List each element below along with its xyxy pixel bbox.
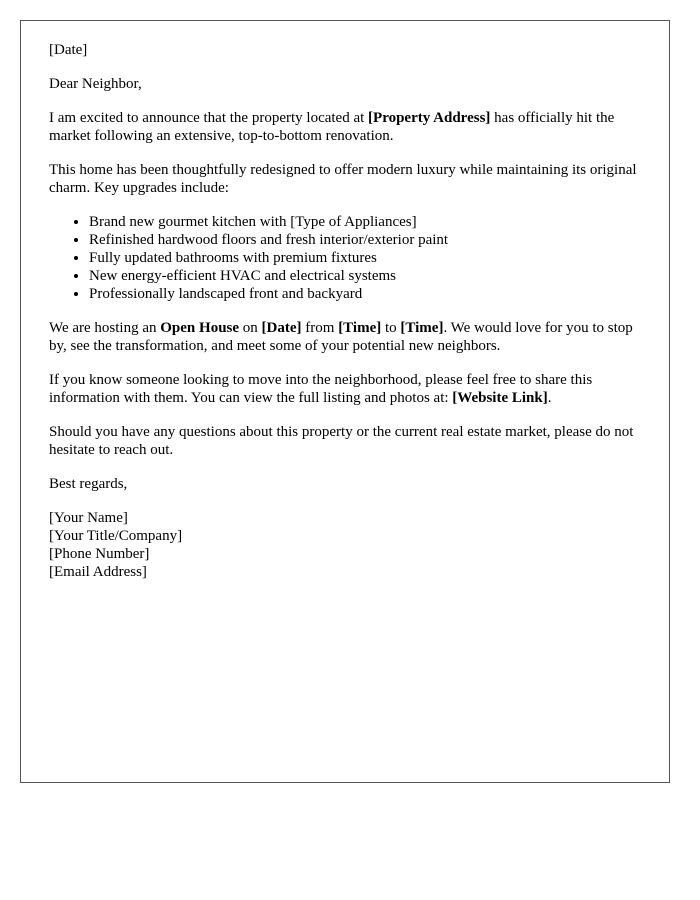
open-house-text-c: from <box>301 320 339 336</box>
share-text-a: If you know someone looking to move into the neighborhood, please feel free to share this information with them. You can view the full listing and photos at: <box>49 372 593 406</box>
letter-body <box>20 20 670 783</box>
intro-paragraph <box>49 109 649 145</box>
intro-text-a: I am excited to announce that the property located at <box>49 110 369 126</box>
open-house-text-e: . We would love for you to stop by, see the transformation, and meet some of your potential new neighbors. <box>49 320 633 354</box>
share-text-b: . <box>547 390 552 406</box>
open-house-text-a: We are hosting an <box>49 320 161 336</box>
website-link: [Website Link] <box>452 390 548 406</box>
signature-email: [Email Address] <box>49 564 147 580</box>
upgrades-intro-paragraph: This home has been thoughtfully redesigned to offer modern luxury while maintaining its original charm. Key upgrades include: <box>49 162 637 196</box>
list-item: • Fully updated bathrooms with premium fixtures <box>89 249 649 267</box>
signature-title: [Your Title/Company] <box>49 528 183 544</box>
property-address: [Property Address] <box>368 110 491 126</box>
open-house-end-time: [Time] <box>400 320 444 336</box>
signature-phone: [Phone Number] <box>49 546 150 562</box>
list-item: • Refinished hardwood floors and fresh interior/exterior paint <box>89 231 649 249</box>
intro-text-b: has officially hit the market following an extensive, top-to-bottom renovation. <box>49 110 615 144</box>
open-house-start-time: [Time] <box>338 320 382 336</box>
letter-greeting: Dear Neighbor, <box>49 76 142 92</box>
open-house-paragraph <box>49 319 649 355</box>
signature-block <box>49 509 649 581</box>
share-paragraph <box>49 371 649 407</box>
open-house-label: Open House <box>160 320 240 336</box>
list-item: • New energy-efficient HVAC and electrical systems <box>89 267 649 285</box>
open-house-text-d: to <box>381 320 401 336</box>
list-item: • Professionally landscaped front and backyard <box>89 285 649 303</box>
list-item: • Brand new gourmet kitchen with [Type of Appliances] <box>89 213 649 231</box>
letter-date: [Date] <box>49 42 88 58</box>
upgrades-list <box>49 213 649 303</box>
open-house-date: [Date] <box>261 320 302 336</box>
signature-name: [Your Name] <box>49 510 128 526</box>
open-house-text-b: on <box>239 320 262 336</box>
questions-paragraph: Should you have any questions about this property or the current real estate market, please do not hesitate to reach out. <box>49 424 634 458</box>
closing: Best regards, <box>49 476 128 492</box>
